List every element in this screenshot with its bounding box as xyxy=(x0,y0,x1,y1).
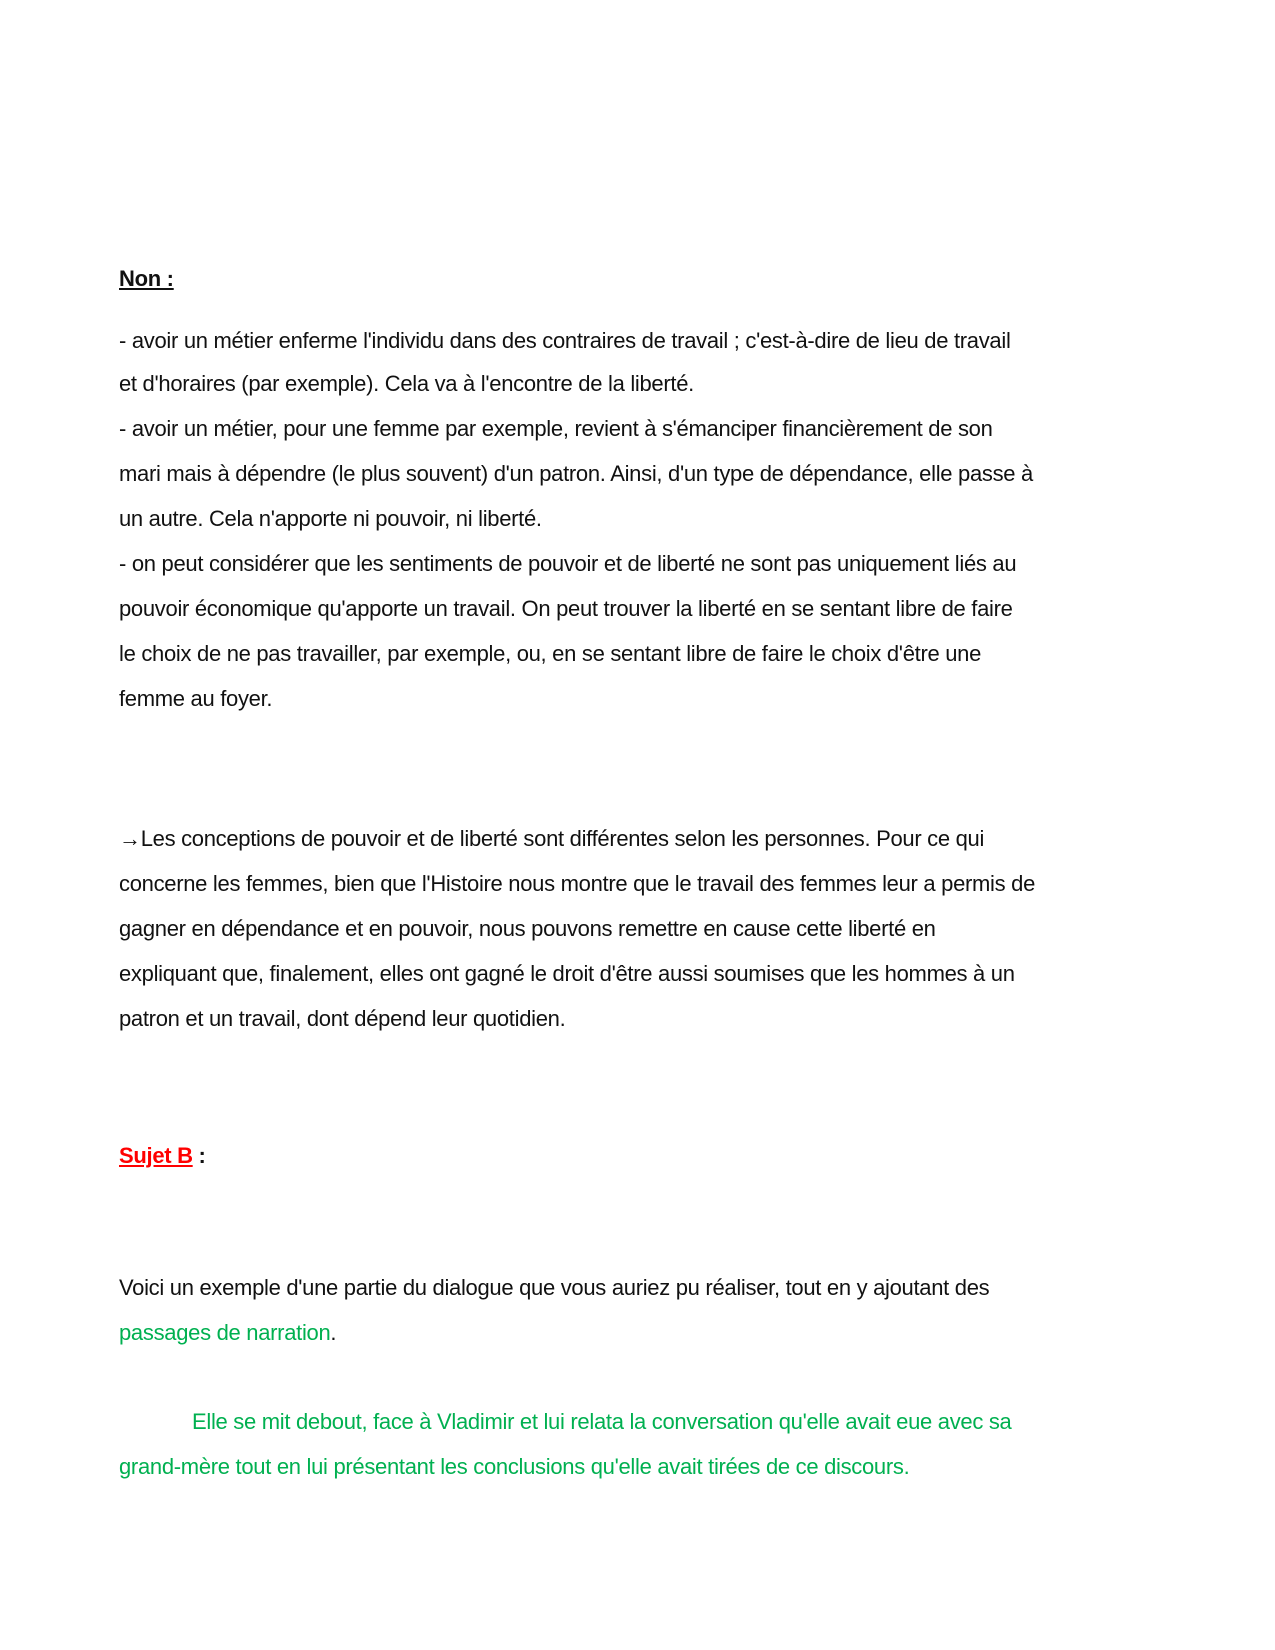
intro-paragraph xyxy=(119,1265,1199,1355)
text-line: mari mais à dépendre (le plus souvent) d'un patron. Ainsi, d'un type de dépendance, elle passe à xyxy=(119,461,1033,486)
sujet-title: Sujet B xyxy=(119,1143,193,1168)
text-line xyxy=(119,1310,1199,1355)
text-line: gagner en dépendance et en pouvoir, nous pouvons remettre en cause cette liberté en xyxy=(119,916,936,941)
text-line: expliquant que, finalement, elles ont gagné le droit d'être aussi soumises que les hommes à un xyxy=(119,961,1015,986)
sujet-colon: : xyxy=(192,1143,206,1168)
text-line: Voici un exemple d'une partie du dialogue que vous auriez pu réaliser, tout en y ajoutant des xyxy=(119,1275,990,1300)
period: . xyxy=(330,1320,337,1345)
text-line: un autre. Cela n'apporte ni pouvoir, ni liberté. xyxy=(119,506,542,531)
text-line: grand-mère tout en lui présentant les conclusions qu'elle avait tirées de ce discours. xyxy=(119,1454,910,1479)
text-line: →Les conceptions de pouvoir et de liberté sont différentes selon les personnes. Pour ce qui xyxy=(119,826,985,851)
text-line: le choix de ne pas travailler, par exemple, ou, en se sentant libre de faire le choix d'être une xyxy=(119,641,982,666)
text-line: Elle se mit debout, face à Vladimir et lui relata la conversation qu'elle avait eue avec sa xyxy=(192,1409,1012,1434)
text-line: femme au foyer. xyxy=(119,686,273,711)
text-line: pouvoir économique qu'apporte un travail. On peut trouver la liberté en se sentant libre de faire xyxy=(119,596,1013,621)
non-arguments xyxy=(119,318,1199,721)
text-line: - avoir un métier enferme l'individu dans des contraires de travail ; c'est-à-dire de lieu de travail xyxy=(119,328,1011,353)
text-line: patron et un travail, dont dépend leur quotidien. xyxy=(119,1006,566,1031)
text-line: - avoir un métier, pour une femme par exemple, revient à s'émanciper financièrement de son xyxy=(119,416,993,441)
text-line: et d'horaires (par exemple). Cela va à l'encontre de la liberté. xyxy=(119,371,694,396)
text-line: concerne les femmes, bien que l'Histoire nous montre que le travail des femmes leur a permis de xyxy=(119,871,1036,896)
narration-paragraph xyxy=(119,1399,1199,1489)
sujet-b-heading xyxy=(119,1133,1199,1178)
non-heading xyxy=(119,256,1199,301)
heading-text: Non : xyxy=(119,266,174,291)
narration-highlight: passages de narration xyxy=(119,1320,331,1345)
text-line: - on peut considérer que les sentiments de pouvoir et de liberté ne sont pas uniquement liés au xyxy=(119,551,1017,576)
conclusion xyxy=(119,816,1199,1041)
